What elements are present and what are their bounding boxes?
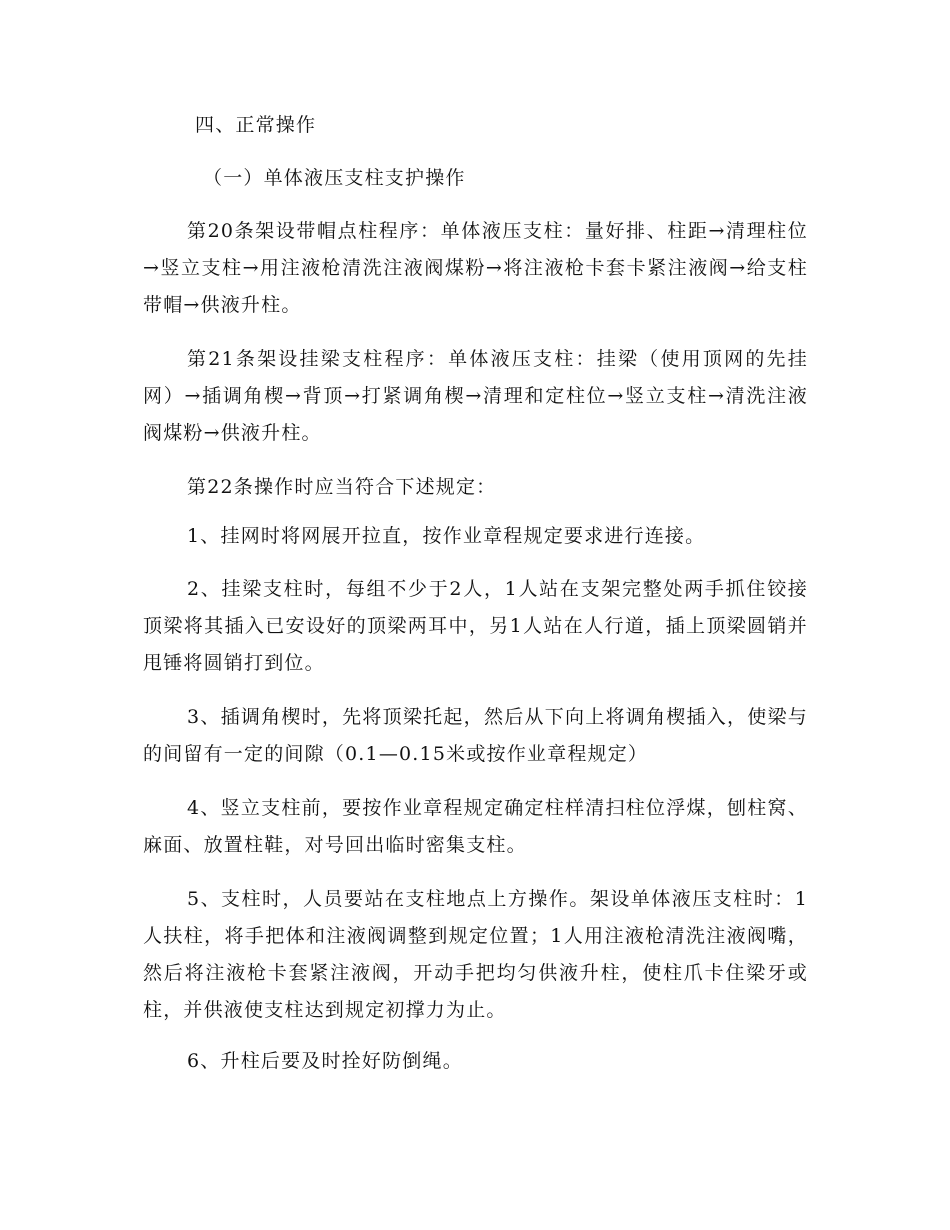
paragraph-item-1: 1、挂网时将网展开拉直，按作业章程规定要求进行连接。 xyxy=(187,525,706,547)
section-heading: 四、正常操作 xyxy=(195,114,317,136)
paragraph-item-4: 4、竖立支柱前，要按作业章程规定确定柱样清扫柱位浮煤，刨柱窝、麻面、放置柱鞋，对号回出临时密集支柱。 xyxy=(143,797,808,856)
paragraph-item-5: 5、支柱时，人员要站在支柱地点上方操作。架设单体液压支柱时：1人扶柱，将手把体和注液阀调整到规定位置；1人用注液枪清洗注液阀嘴，然后将注液枪卡套紧注液阀，开动手把均匀供液升柱，使柱爪卡住梁牙或柱，并供液使支柱达到规定初撑力为止。 xyxy=(143,888,808,1021)
paragraph-item-2: 2、挂梁支柱时，每组不少于2人，1人站在支架完整处两手抓住铰接顶梁将其插入已安设好的顶梁两耳中，另1人站在人行道，插上顶梁圆销并甩锤将圆销打到位。 xyxy=(143,578,808,674)
subsection-heading: （一）单体液压支柱支护操作 xyxy=(203,167,466,189)
paragraph-item-3: 3、插调角楔时，先将顶梁托起，然后从下向上将调角楔插入，使梁与的间留有一定的间隙（0.1—0.15米或按作业章程规定） xyxy=(143,706,808,765)
paragraph-item-6: 6、升柱后要及时拴好防倒绳。 xyxy=(187,1050,463,1072)
paragraph-article-20: 第20条架设带帽点柱程序：单体液压支柱：量好排、柱距→清理柱位→竖立支柱→用注液枪清洗注液阀煤粉→将注液枪卡套卡紧注液阀→给支柱带帽→供液升柱。 xyxy=(143,220,808,316)
paragraph-article-21: 第21条架设挂梁支柱程序：单体液压支柱：挂梁（使用顶网的先挂网）→插调角楔→背顶→打紧调角楔→清理和定柱位→竖立支柱→清洗注液阀煤粉→供液升柱。 xyxy=(143,348,808,444)
paragraph-article-22: 第22条操作时应当符合下述规定： xyxy=(187,476,497,498)
